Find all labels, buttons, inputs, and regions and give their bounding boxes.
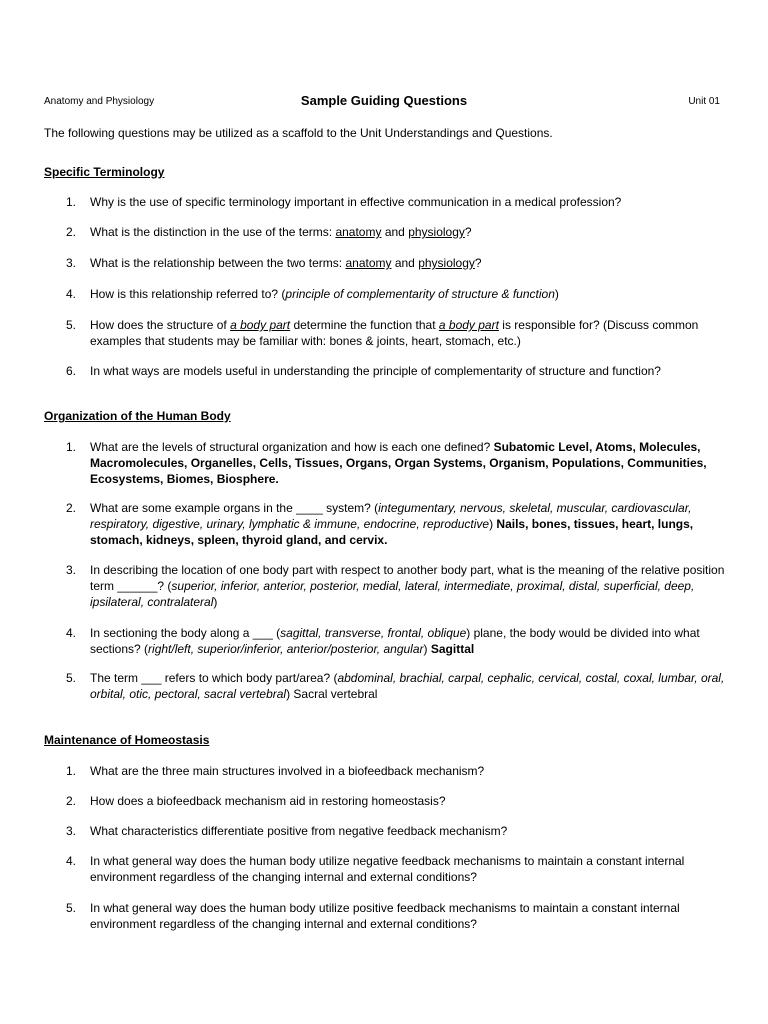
- list-item: 2. What is the distinction in the use of the terms: anatomy and physiology?: [66, 225, 472, 239]
- list-item: 1. Why is the use of specific terminology important in effective communication in a medical profession?: [66, 195, 622, 209]
- section-title-organization: Organization of the Human Body: [44, 409, 231, 423]
- list-item: 1. What are the three main structures involved in a biofeedback mechanism?: [66, 764, 485, 778]
- list-item: 5. In what general way does the human body utilize positive feedback mechanisms to maintain a constant internal environment regardless of the changing internal and external conditions?: [66, 901, 680, 931]
- list-item: 4. In sectioning the body along a ___ (sagittal, transverse, frontal, oblique) plane, the body would be divided into what sections? (right/left, superior/inferior, anterior/posterior, angular) Sagittal: [66, 626, 700, 656]
- list-item: 5. The term ___ refers to which body part/area? (abdominal, brachial, carpal, cephalic, cervical, costal, coxal, lumbar, oral, orbital, otic, pectoral, sacral vertebral) Sacral vertebral: [66, 671, 725, 701]
- list-item: 3. In describing the location of one body part with respect to another body part, what is the meaning of the relative position term ______? (superior, inferior, anterior, posterior, medial, lateral, intermediate, proximal, distal, superficial, deep, ipsilateral, contralateral): [66, 563, 725, 609]
- unit-label: Unit 01: [688, 96, 720, 107]
- section-title-specific-terminology: Specific Terminology: [44, 165, 165, 179]
- intro-text: The following questions may be utilized as a scaffold to the Unit Understandings and Questions.: [44, 126, 553, 140]
- list-item: 2. How does a biofeedback mechanism aid in restoring homeostasis?: [66, 794, 446, 808]
- list-item: 1. What are the levels of structural organization and how is each one defined? Subatomic Level, Atoms, Molecules, Macromolecules, Organelles, Cells, Tissues, Organs, Organ Systems, Organism, Populations, Communities, Ecosystems, Biomes, Biosphere.: [66, 440, 707, 486]
- section-title-homeostasis: Maintenance of Homeostasis: [44, 733, 210, 747]
- list-item: 6. In what ways are models useful in understanding the principle of complementarity of structure and function?: [66, 364, 661, 378]
- list-item: 4. How is this relationship referred to? (principle of complementarity of structure & function): [66, 287, 559, 301]
- list-item: 2. What are some example organs in the ____ system? (integumentary, nervous, skeletal, muscular, cardiovascular, respiratory, digestive, urinary, lymphatic & immune, endocrine, reproductive) Nails, bones, tissues, heart, lungs, stomach, kidneys, spleen, thyroid gland, and cervix.: [66, 501, 694, 547]
- list-item: 3. What is the relationship between the two terms: anatomy and physiology?: [66, 256, 482, 270]
- course-name: Anatomy and Physiology: [44, 96, 155, 107]
- list-item: 4. In what general way does the human body utilize negative feedback mechanisms to maintain a constant internal environment regardless of the changing internal and external conditions?: [66, 854, 685, 884]
- list-item: 3. What characteristics differentiate positive from negative feedback mechanism?: [66, 824, 508, 838]
- page-title: Sample Guiding Questions: [300, 93, 468, 108]
- list-item: 5. How does the structure of a body part determine the function that a body part is responsible for? (Discuss common examples that students may be familiar with: bones & joints, heart, stomach, etc.): [66, 318, 699, 348]
